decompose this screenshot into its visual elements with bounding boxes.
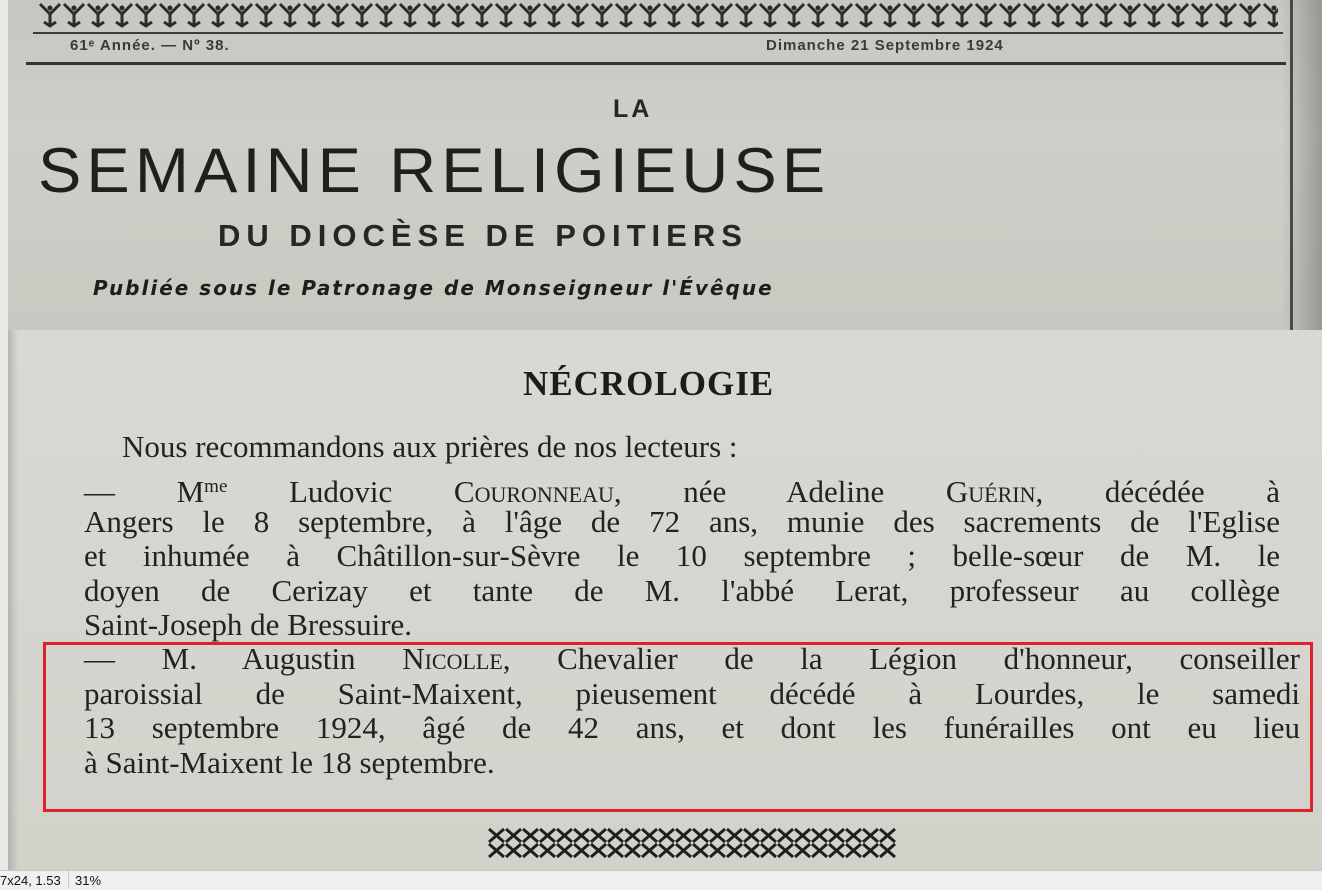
entry-line: doyen de Cerizay et tante de M. l'abbé Lerat, professeur au collège bbox=[84, 572, 1280, 608]
entry-line: et inhumée à Châtillon-sur-Sèvre le 10 septembre ; belle-sœur de M. le bbox=[84, 538, 1280, 573]
entry-line: 13 septembre 1924, âgé de 42 ans, et dont les funérailles ont eu lieu bbox=[84, 710, 1300, 745]
obituary-entry-couronneau bbox=[84, 470, 1280, 643]
title-article: LA bbox=[613, 95, 653, 123]
publication-subtitle: DU DIOCÈSE DE POITIERS bbox=[218, 218, 748, 253]
zoom-level[interactable]: 31% bbox=[68, 871, 101, 888]
ornament-border-icon bbox=[38, 0, 1278, 30]
cursor-coordinates: 7x24, 1.53 bbox=[0, 873, 61, 888]
entry-line: à Saint-Maixent le 18 septembre. bbox=[84, 744, 495, 780]
entry-line: — $M^{me}$ Ludovic Couronneau, née Adeline Guérin, décédée à bbox=[84, 474, 1280, 509]
entry-line: Angers le 8 septembre, à l'âge de 72 ans, munie des sacrements de l'Eglise bbox=[84, 503, 1280, 539]
masthead-photo bbox=[8, 0, 1322, 330]
entry-line: paroissial de Saint-Maixent, pieusement décédé à Lourdes, le samedi bbox=[84, 675, 1300, 711]
footer-ornament-icon bbox=[488, 828, 896, 858]
publication-title: SEMAINE RELIGIEUSE bbox=[38, 136, 831, 206]
issue-number: 61ᵉ Année. — Nº 38. bbox=[70, 37, 230, 54]
intro-paragraph: Nous recommandons aux prières de nos lecteurs : bbox=[122, 429, 738, 464]
section-heading: NÉCROLOGIE bbox=[523, 364, 775, 403]
masthead-rule-top bbox=[33, 32, 1283, 34]
highlight-box bbox=[43, 642, 1313, 812]
entry-line: — M. Augustin Nicolle, Chevalier de la Légion d'honneur, conseiller bbox=[84, 641, 1301, 676]
publication-patronage: Publiée sous le Patronage de Monseigneur l'Évêque bbox=[93, 276, 774, 300]
masthead-rule bbox=[26, 62, 1286, 65]
issue-date: Dimanche 21 Septembre 1924 bbox=[766, 37, 1004, 54]
status-bar bbox=[0, 870, 1322, 890]
entry-line: Saint-Joseph de Bressuire. bbox=[84, 607, 413, 642]
page-shadow bbox=[1282, 0, 1322, 330]
page-shadow-left bbox=[8, 330, 18, 870]
